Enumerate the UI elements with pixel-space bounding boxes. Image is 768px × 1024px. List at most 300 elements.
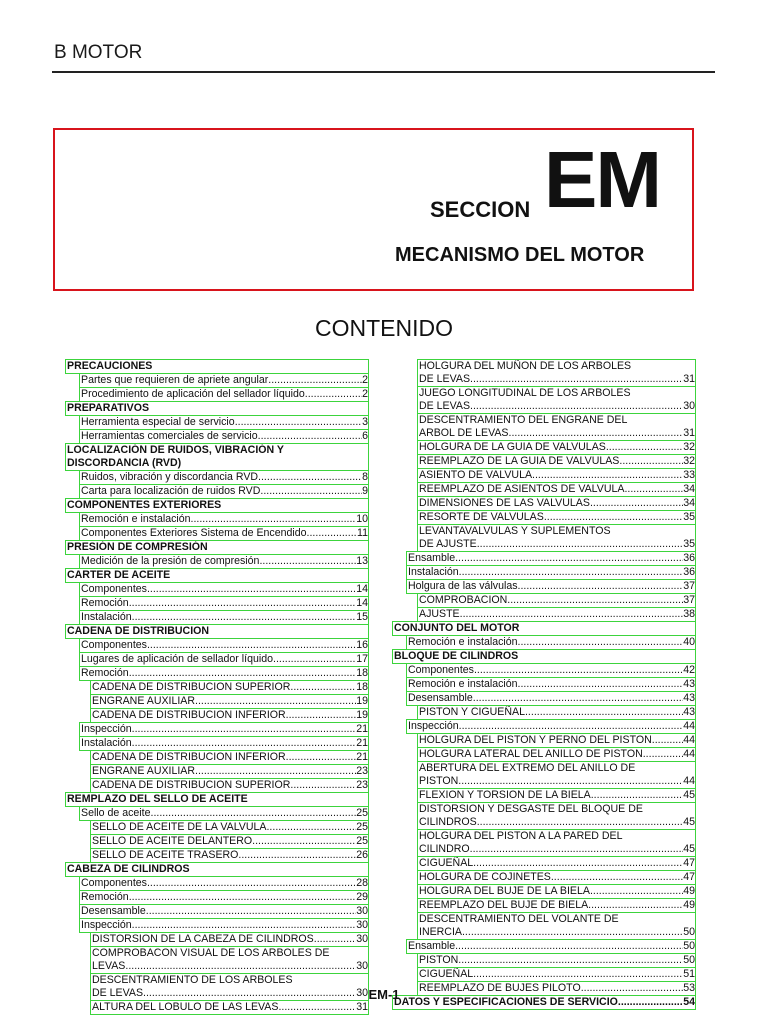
toc-entry-title: CIGUEÑAL bbox=[419, 968, 474, 980]
toc-page-number: 42 bbox=[683, 664, 695, 676]
toc-entry[interactable] bbox=[417, 802, 696, 830]
toc-heading[interactable] bbox=[392, 649, 696, 664]
toc-entry-title: ENGRANE AUXILIAR bbox=[92, 695, 196, 707]
toc-page-number: 38 bbox=[683, 608, 695, 620]
toc-page-number: 47 bbox=[683, 857, 695, 869]
toc-entry[interactable] bbox=[90, 750, 369, 765]
toc-entry-title: Inspección bbox=[408, 720, 459, 732]
toc-entry-title: Herramienta especial de servicio bbox=[81, 416, 235, 428]
toc-page-number: 3 bbox=[362, 416, 368, 428]
toc-page-number: 32 bbox=[683, 455, 695, 467]
toc-entry[interactable] bbox=[79, 582, 369, 597]
toc-heading[interactable] bbox=[65, 401, 369, 416]
toc-entry[interactable] bbox=[406, 663, 696, 678]
toc-entry-title: ALTURA DEL LOBULO DE LAS LEVAS bbox=[92, 1001, 279, 1013]
toc-entry[interactable] bbox=[417, 898, 696, 913]
toc-entry[interactable] bbox=[79, 387, 369, 402]
toc-entry[interactable] bbox=[90, 764, 369, 779]
toc-column-right bbox=[392, 359, 696, 1009]
toc-entry[interactable] bbox=[406, 677, 696, 692]
dot-leader bbox=[268, 374, 362, 387]
toc-heading[interactable] bbox=[65, 498, 369, 513]
toc-entry[interactable] bbox=[79, 666, 369, 681]
toc-heading[interactable] bbox=[65, 540, 369, 555]
toc-entry-title: REEMPLAZO DE BUJES PILOTO bbox=[419, 982, 581, 994]
dot-leader bbox=[238, 849, 356, 862]
toc-heading[interactable] bbox=[65, 359, 369, 374]
toc-entry[interactable] bbox=[79, 415, 369, 430]
toc-entry-title: DE AJUSTE bbox=[419, 538, 477, 550]
toc-page-number: 28 bbox=[356, 877, 368, 889]
dot-leader bbox=[458, 954, 683, 967]
toc-entry[interactable] bbox=[417, 733, 696, 748]
toc-entry-title: CADENA DE DISTRIBUCION INFERIOR bbox=[92, 751, 286, 763]
toc-entry-title: SELLO DE ACEITE DE LA VALVULA bbox=[92, 821, 267, 833]
toc-page-number: 34 bbox=[683, 497, 695, 509]
toc-entry-title: REMPLAZO DEL SELLO DE ACEITE bbox=[67, 793, 248, 805]
toc-page-number: 35 bbox=[683, 511, 695, 523]
toc-entry[interactable] bbox=[79, 484, 369, 499]
toc-entry-title: Ruidos, vibración y discordancia RVD bbox=[81, 471, 259, 483]
toc-entry-title: CARTER DE ACEITE bbox=[67, 569, 171, 581]
toc-entry[interactable] bbox=[90, 778, 369, 793]
toc-heading[interactable] bbox=[65, 792, 369, 807]
dot-leader bbox=[278, 1001, 356, 1014]
toc-page-number: 34 bbox=[683, 483, 695, 495]
toc-entry-title: HOLGURA DE LA GUIA DE VALVULAS bbox=[419, 441, 606, 453]
toc-page-number: 44 bbox=[683, 720, 695, 732]
toc-entry[interactable] bbox=[406, 551, 696, 566]
toc-entry[interactable] bbox=[417, 482, 696, 497]
dot-leader bbox=[191, 513, 357, 526]
toc-entry-title: DIMENSIONES DE LAS VALVULAS bbox=[419, 497, 590, 509]
toc-entry-title: Componentes Exteriores Sistema de Encendido bbox=[81, 527, 307, 539]
dot-leader bbox=[455, 940, 683, 953]
toc-page-number: 21 bbox=[356, 751, 368, 763]
dot-leader bbox=[132, 611, 357, 624]
dot-leader bbox=[307, 527, 357, 540]
toc-page-number: 2 bbox=[362, 388, 368, 400]
toc-entry-title: CONJUNTO DEL MOTOR bbox=[394, 622, 520, 634]
toc-page-number: 31 bbox=[683, 373, 695, 385]
section-code: EM bbox=[544, 135, 660, 224]
toc-entry-title: Desensamble bbox=[81, 905, 146, 917]
toc-entry-title: Componentes bbox=[408, 664, 474, 676]
toc-page-number: 31 bbox=[356, 1001, 368, 1013]
toc-page-number: 49 bbox=[683, 899, 695, 911]
toc-page-number: 11 bbox=[357, 527, 368, 539]
toc-entry-title: HOLGURA DEL PISTON A LA PARED DEL bbox=[419, 830, 623, 842]
dot-leader bbox=[146, 905, 356, 918]
toc-page-number: 30 bbox=[356, 960, 368, 972]
section-header: B MOTOR bbox=[54, 42, 143, 63]
dot-leader bbox=[290, 779, 356, 792]
toc-entry-title: CADENA DE DISTRIBUCION bbox=[67, 625, 210, 637]
toc-entry-title: HOLGURA DE COJINETES bbox=[419, 871, 551, 883]
toc-entry[interactable] bbox=[90, 932, 369, 947]
dot-leader bbox=[473, 968, 683, 981]
dot-leader bbox=[459, 566, 684, 579]
toc-entry-title: Desensamble bbox=[408, 692, 473, 704]
toc-entry-title: COMPROBACON VISUAL DE LOS ARBOLES DE bbox=[92, 947, 330, 959]
dot-leader bbox=[590, 497, 683, 510]
toc-entry[interactable] bbox=[417, 496, 696, 511]
toc-page-number: 30 bbox=[356, 905, 368, 917]
toc-entry-title: DISTORSION Y DESGASTE DEL BLOQUE DE bbox=[419, 803, 643, 815]
toc-entry[interactable] bbox=[417, 912, 696, 940]
toc-page-number: 43 bbox=[683, 692, 695, 704]
toc-entry[interactable] bbox=[417, 607, 696, 622]
dot-leader bbox=[590, 885, 683, 898]
toc-entry[interactable] bbox=[79, 736, 369, 751]
toc-entry[interactable] bbox=[79, 890, 369, 905]
toc-entry[interactable] bbox=[79, 526, 369, 541]
toc-entry-title: SELLO DE ACEITE TRASERO bbox=[92, 849, 239, 861]
toc-entry[interactable] bbox=[90, 708, 369, 723]
toc-heading[interactable] bbox=[65, 443, 369, 471]
dot-leader bbox=[591, 789, 683, 802]
dot-leader bbox=[619, 455, 683, 468]
toc-page-number: 9 bbox=[362, 485, 368, 497]
toc-entry-title: FLEXION Y TORSION DE LA BIELA bbox=[419, 789, 591, 801]
toc-entry-title: AJUSTE bbox=[419, 608, 460, 620]
toc-entry[interactable] bbox=[90, 1000, 369, 1015]
toc-entry-title: PISTON bbox=[419, 775, 459, 787]
toc-entry[interactable] bbox=[90, 946, 369, 974]
dot-leader bbox=[470, 843, 684, 856]
toc-entry-title: Holgura de las válvulas bbox=[408, 580, 518, 592]
toc-entry-title: Sello de aceite bbox=[81, 807, 151, 819]
dot-leader bbox=[151, 807, 357, 820]
dot-leader bbox=[551, 871, 683, 884]
toc-entry-title: PISTON Y CIGUEÑAL bbox=[419, 706, 525, 718]
toc-page-number: 36 bbox=[683, 552, 695, 564]
section-subtitle: MECANISMO DEL MOTOR bbox=[395, 244, 645, 266]
toc-page-number: 43 bbox=[683, 678, 695, 690]
contents-title: CONTENIDO bbox=[315, 315, 453, 341]
toc-entry-title: Lugares de aplicación de sellador líquido bbox=[81, 653, 273, 665]
toc-heading[interactable] bbox=[392, 621, 696, 636]
toc-page-number: 44 bbox=[683, 775, 695, 787]
toc-entry-title: ARBOL DE LEVAS bbox=[419, 427, 509, 439]
dot-leader bbox=[470, 400, 683, 413]
dot-leader bbox=[129, 667, 357, 680]
toc-page-number: 31 bbox=[683, 427, 695, 439]
dot-leader bbox=[532, 469, 683, 482]
toc-page-number: 49 bbox=[683, 885, 695, 897]
toc-entry-title: Remoción bbox=[81, 891, 129, 903]
toc-page-number: 10 bbox=[356, 513, 368, 525]
toc-entry-title: Componentes bbox=[81, 583, 147, 595]
header-rule bbox=[52, 71, 715, 73]
toc-entry-title: PRECAUCIONES bbox=[67, 360, 153, 372]
toc-entry[interactable] bbox=[406, 565, 696, 580]
toc-page-number: 2 bbox=[362, 374, 368, 386]
dot-leader bbox=[509, 427, 684, 440]
toc-entry-title: HOLGURA DEL MUÑON DE LOS ARBOLES bbox=[419, 360, 632, 372]
toc-entry-title: DE LEVAS bbox=[419, 400, 471, 412]
toc-page-number: 14 bbox=[356, 583, 368, 595]
toc-entry[interactable] bbox=[417, 468, 696, 483]
dot-leader bbox=[132, 723, 357, 736]
toc-page-number: 13 bbox=[356, 555, 368, 567]
toc-page-number: 25 bbox=[356, 835, 368, 847]
dot-leader bbox=[544, 511, 683, 524]
toc-entry-title: Inspección bbox=[81, 919, 132, 931]
dot-leader bbox=[652, 734, 683, 747]
dot-leader bbox=[624, 483, 683, 496]
toc-entry[interactable] bbox=[417, 705, 696, 720]
toc-entry[interactable] bbox=[417, 884, 696, 899]
toc-entry[interactable] bbox=[417, 524, 696, 552]
toc-page-number: 23 bbox=[356, 765, 368, 777]
toc-entry-title: JUEGO LONGITUDINAL DE LOS ARBOLES bbox=[419, 387, 631, 399]
toc-entry-title: DISTORSION DE LA CABEZA DE CILINDROS bbox=[92, 933, 314, 945]
toc-page-number: 43 bbox=[683, 706, 695, 718]
toc-entry[interactable] bbox=[90, 848, 369, 863]
dot-leader bbox=[477, 816, 684, 829]
toc-entry[interactable] bbox=[79, 373, 369, 388]
toc-entry[interactable] bbox=[417, 953, 696, 968]
toc-page-number: 19 bbox=[356, 695, 368, 707]
toc-page-number: 45 bbox=[683, 843, 695, 855]
toc-entry-title: Componentes bbox=[81, 877, 147, 889]
toc-page-number: 30 bbox=[356, 987, 368, 999]
toc-entry-title: DE LEVAS bbox=[92, 987, 144, 999]
toc-entry-title: CIGUEÑAL bbox=[419, 857, 474, 869]
toc-entry-title: HOLGURA LATERAL DEL ANILLO DE PISTON bbox=[419, 748, 643, 760]
toc-entry-title: RESORTE DE VALVULAS bbox=[419, 511, 544, 523]
toc-page-number: 19 bbox=[356, 709, 368, 721]
toc-entry-title: COMPROBACION bbox=[419, 594, 508, 606]
toc-entry[interactable] bbox=[417, 359, 696, 387]
toc-page-number: 25 bbox=[356, 821, 368, 833]
toc-entry[interactable] bbox=[90, 680, 369, 695]
toc-entry-title: Medición de la presión de compresión bbox=[81, 555, 260, 567]
dot-leader bbox=[588, 899, 683, 912]
toc-entry[interactable] bbox=[79, 554, 369, 569]
toc-entry-title: Carta para localización de ruidos RVD bbox=[81, 485, 261, 497]
toc-entry[interactable] bbox=[417, 829, 696, 857]
toc-entry-title: Ensamble bbox=[408, 552, 456, 564]
toc-entry[interactable] bbox=[79, 652, 369, 667]
toc-page-number: 18 bbox=[356, 681, 368, 693]
toc-page-number: 33 bbox=[683, 469, 695, 481]
dot-leader bbox=[474, 664, 683, 677]
dot-leader bbox=[507, 594, 683, 607]
dot-leader bbox=[258, 430, 362, 443]
page-number: EM-1 bbox=[368, 987, 400, 1002]
toc-page-number: 51 bbox=[683, 968, 695, 980]
toc-page-number: 37 bbox=[683, 580, 695, 592]
toc-entry[interactable] bbox=[417, 870, 696, 885]
toc-entry-title: DATOS Y ESPECIFICACIONES DE SERVICIO bbox=[394, 996, 618, 1008]
toc-entry-title: CABEZA DE CILINDROS bbox=[67, 863, 190, 875]
toc-entry-title: Componentes bbox=[81, 639, 147, 651]
toc-page-number: 26 bbox=[356, 849, 368, 861]
dot-leader bbox=[290, 681, 356, 694]
toc-page-number: 17 bbox=[356, 653, 368, 665]
dot-leader bbox=[460, 608, 684, 621]
toc-page-number: 44 bbox=[683, 748, 695, 760]
toc-page-number: 50 bbox=[683, 940, 695, 952]
toc-page-number: 47 bbox=[683, 871, 695, 883]
toc-page-number: 37 bbox=[683, 594, 695, 606]
toc-entry[interactable] bbox=[79, 512, 369, 527]
toc-entry-title: Procedimiento de aplicación del sellador líquido bbox=[81, 388, 305, 400]
toc-entry-title: Remoción e instalación bbox=[408, 678, 518, 690]
toc-entry[interactable] bbox=[417, 761, 696, 789]
toc-page-number: 23 bbox=[356, 779, 368, 791]
toc-entry-title: DE LEVAS bbox=[419, 373, 471, 385]
dot-leader bbox=[266, 821, 356, 834]
toc-entry-title: SELLO DE ACEITE DELANTERO bbox=[92, 835, 253, 847]
toc-heading[interactable] bbox=[65, 568, 369, 583]
dot-leader bbox=[260, 485, 362, 498]
dot-leader bbox=[518, 678, 684, 691]
toc-page-number: 54 bbox=[683, 996, 695, 1008]
toc-entry[interactable] bbox=[417, 967, 696, 982]
toc-entry-title: Ensamble bbox=[408, 940, 456, 952]
dot-leader bbox=[147, 583, 356, 596]
toc-page-number: 32 bbox=[683, 441, 695, 453]
dot-leader bbox=[125, 960, 356, 973]
toc-entry-title: Remoción e instalación bbox=[408, 636, 518, 648]
toc-entry[interactable] bbox=[417, 386, 696, 414]
toc-entry[interactable] bbox=[90, 694, 369, 709]
toc-heading[interactable] bbox=[65, 624, 369, 639]
dot-leader bbox=[273, 653, 356, 666]
toc-entry[interactable] bbox=[79, 806, 369, 821]
dot-leader bbox=[132, 919, 357, 932]
dot-leader bbox=[518, 580, 684, 593]
toc-column-left bbox=[65, 359, 369, 1014]
dot-leader bbox=[473, 857, 683, 870]
toc-page-number: 30 bbox=[683, 400, 695, 412]
dot-leader bbox=[470, 373, 683, 386]
toc-page-number: 18 bbox=[356, 667, 368, 679]
toc-page-number: 14 bbox=[356, 597, 368, 609]
toc-page-number: 6 bbox=[362, 430, 368, 442]
toc-entry-title: DESCENTRAMIENTO DE LOS ARBOLES bbox=[92, 974, 293, 986]
dot-leader bbox=[147, 639, 356, 652]
toc-entry[interactable] bbox=[79, 722, 369, 737]
dot-leader bbox=[258, 471, 362, 484]
toc-entry-title: REEMPLAZO DEL BUJE DE BIELA bbox=[419, 899, 589, 911]
toc-page-number: 50 bbox=[683, 926, 695, 938]
toc-entry[interactable] bbox=[79, 904, 369, 919]
toc-page-number: 30 bbox=[356, 919, 368, 931]
toc-entry-title: DISCORDANCIA (RVD) bbox=[67, 457, 182, 469]
toc-entry[interactable] bbox=[417, 510, 696, 525]
toc-entry-title: Instalación bbox=[81, 611, 132, 623]
toc-entry-title: CILINDRO bbox=[419, 843, 470, 855]
toc-page-number: 29 bbox=[356, 891, 368, 903]
toc-entry[interactable] bbox=[417, 440, 696, 455]
dot-leader bbox=[129, 891, 357, 904]
toc-page-number: 8 bbox=[362, 471, 368, 483]
toc-entry[interactable] bbox=[406, 635, 696, 650]
toc-entry[interactable] bbox=[79, 638, 369, 653]
toc-entry[interactable] bbox=[79, 918, 369, 933]
toc-page-number: 35 bbox=[683, 538, 695, 550]
toc-entry-title: PREPARATIVOS bbox=[67, 402, 150, 414]
toc-entry-title: LEVANTAVALVULAS Y SUPLEMENTOS bbox=[419, 525, 611, 537]
toc-entry[interactable] bbox=[417, 593, 696, 608]
toc-entry-title: COMPONENTES EXTERIORES bbox=[67, 499, 222, 511]
dot-leader bbox=[132, 737, 357, 750]
toc-entry-title: CADENA DE DISTRIBUCION SUPERIOR bbox=[92, 779, 291, 791]
dot-leader bbox=[286, 709, 357, 722]
toc-entry-title: INERCIA bbox=[419, 926, 462, 938]
dot-leader bbox=[286, 751, 357, 764]
toc-entry[interactable] bbox=[79, 876, 369, 891]
toc-entry-title: Herramientas comerciales de servicio bbox=[81, 430, 258, 442]
toc-entry-title: ABERTURA DEL EXTREMO DEL ANILLO DE bbox=[419, 762, 636, 774]
toc-entry[interactable] bbox=[417, 856, 696, 871]
toc-page-number: 25 bbox=[356, 807, 368, 819]
dot-leader bbox=[473, 692, 683, 705]
toc-page-number: 15 bbox=[356, 611, 368, 623]
toc-entry-title: REEMPLAZO DE ASIENTOS DE VALVULA bbox=[419, 483, 625, 495]
toc-page-number: 50 bbox=[683, 954, 695, 966]
toc-entry-title: PRESIÓN DE COMPRESIÓN bbox=[67, 541, 208, 553]
toc-page-number: 21 bbox=[356, 723, 368, 735]
seccion-label: SECCION bbox=[430, 197, 531, 222]
dot-leader bbox=[235, 416, 362, 429]
toc-page-number: 45 bbox=[683, 789, 695, 801]
toc-page-number: 16 bbox=[356, 639, 368, 651]
toc-entry[interactable] bbox=[417, 413, 696, 441]
dot-leader bbox=[455, 552, 683, 565]
toc-entry[interactable] bbox=[406, 719, 696, 734]
toc-entry-title: Inspección bbox=[81, 723, 132, 735]
toc-entry[interactable] bbox=[79, 470, 369, 485]
toc-heading[interactable] bbox=[65, 862, 369, 877]
toc-entry-title: DESCENTRAMIENTO DEL VOLANTE DE bbox=[419, 913, 619, 925]
toc-entry-title: Remoción bbox=[81, 667, 129, 679]
dot-leader bbox=[147, 877, 356, 890]
toc-entry[interactable] bbox=[417, 454, 696, 469]
dot-leader bbox=[458, 775, 683, 788]
dot-leader bbox=[259, 555, 356, 568]
toc-entry[interactable] bbox=[79, 596, 369, 611]
toc-page-number: 40 bbox=[683, 636, 695, 648]
dot-leader bbox=[129, 597, 357, 610]
toc-entry-title: Remoción e instalación bbox=[81, 513, 191, 525]
toc-entry-title: Partes que requieren de apriete angular bbox=[81, 374, 269, 386]
toc-entry[interactable] bbox=[406, 691, 696, 706]
toc-entry[interactable] bbox=[406, 579, 696, 594]
toc-entry[interactable] bbox=[417, 747, 696, 762]
toc-entry-title: CADENA DE DISTRIBUCION SUPERIOR bbox=[92, 681, 291, 693]
dot-leader bbox=[518, 636, 684, 649]
toc-entry[interactable] bbox=[79, 610, 369, 625]
dot-leader bbox=[314, 933, 356, 946]
toc-entry[interactable] bbox=[406, 939, 696, 954]
toc-entry[interactable] bbox=[417, 788, 696, 803]
toc-entry-title: HOLGURA DEL BUJE DE LA BIELA bbox=[419, 885, 590, 897]
toc-entry[interactable] bbox=[90, 820, 369, 835]
toc-entry-title: LOCALIZACIÓN DE RUIDOS, VIBRACIÓN Y bbox=[67, 444, 284, 456]
dot-leader bbox=[459, 720, 684, 733]
toc-entry[interactable] bbox=[90, 834, 369, 849]
toc-entry[interactable] bbox=[79, 429, 369, 444]
dot-leader bbox=[195, 695, 356, 708]
toc-entry-title: Instalación bbox=[408, 566, 459, 578]
dot-leader bbox=[462, 926, 683, 939]
toc-page-number: 53 bbox=[683, 982, 695, 994]
